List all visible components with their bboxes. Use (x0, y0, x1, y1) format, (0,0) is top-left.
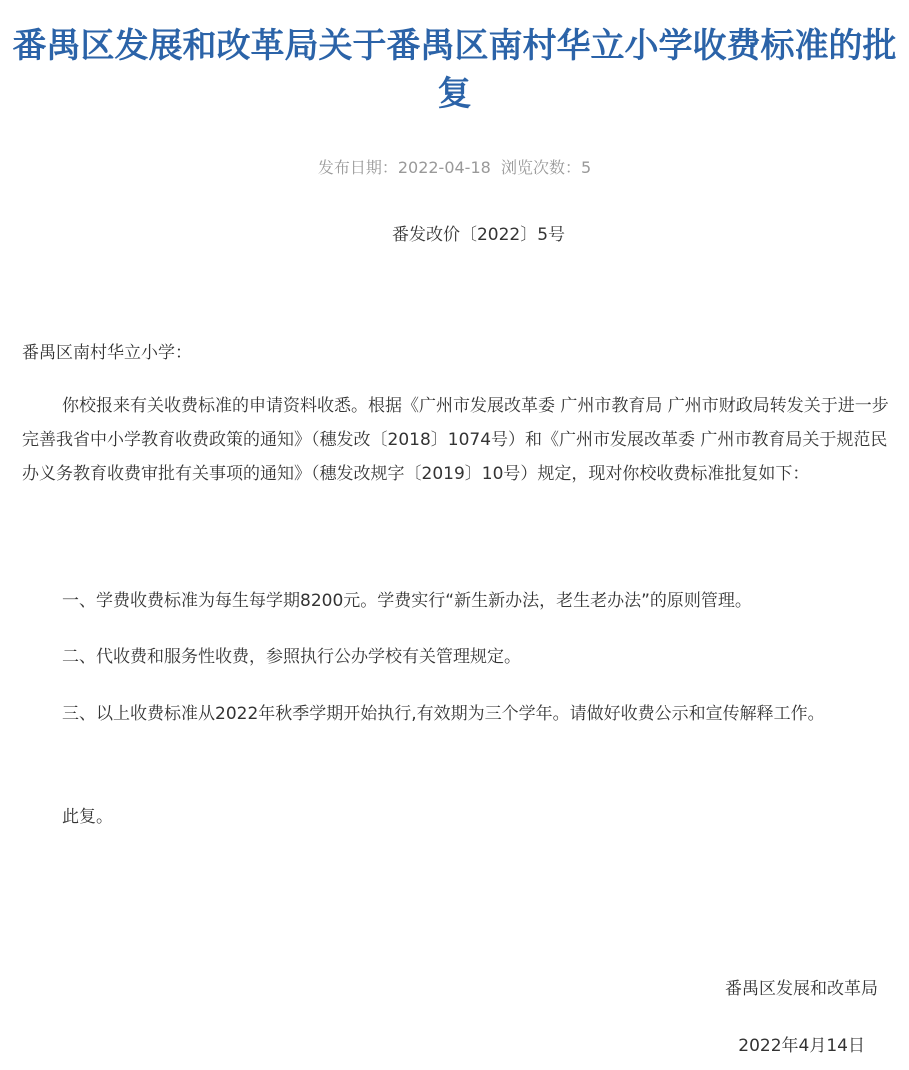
body-paragraph-intro: 你校报来有关收费标准的申请资料收悉。根据《广州市发展改革委 广州市教育局 广州市财政局转发关于进一步完善我省中小学教育收费政策的通知》（穗发改〔2018〕1074号）和《广州市发展改革委 广州市教育局关于规范民办义务教育收费审批有关事项的通知》（穗发改规字〔2019〕10号）规定，现对你校收费标准批复如下： (22, 396, 889, 484)
document-title: 番禺区发展和改革局关于番禺区南村华立小学收费标准的批复 (12, 26, 897, 114)
publish-meta (0, 156, 909, 180)
publish-date: 2022-04-18 (397, 158, 491, 177)
signature-date: 2022年4月14日 (738, 1036, 865, 1056)
body-paragraph-item-3: 三、以上收费标准从2022年秋季学期开始执行,有效期为三个学年。请做好收费公示和宣传解释工作。 (62, 704, 825, 724)
salutation: 番禺区南村华立小学： (22, 343, 192, 363)
publish-date-label: 发布日期： (317, 158, 398, 177)
body-paragraph-closing: 此复。 (62, 807, 113, 827)
body-paragraph-item-2: 二、代收费和服务性收费，参照执行公办学校有关管理规定。 (62, 647, 521, 667)
document-number: 番发改价〔2022〕5号 (391, 225, 566, 245)
issuer-signature: 番禺区发展和改革局 (725, 979, 878, 999)
view-count-label: 浏览次数： (500, 158, 581, 177)
body-paragraph-item-1: 一、学费收费标准为每生每学期8200元。学费实行“新生新办法，老生老办法”的原则管理。 (62, 591, 752, 611)
view-count: 5 (581, 158, 592, 177)
